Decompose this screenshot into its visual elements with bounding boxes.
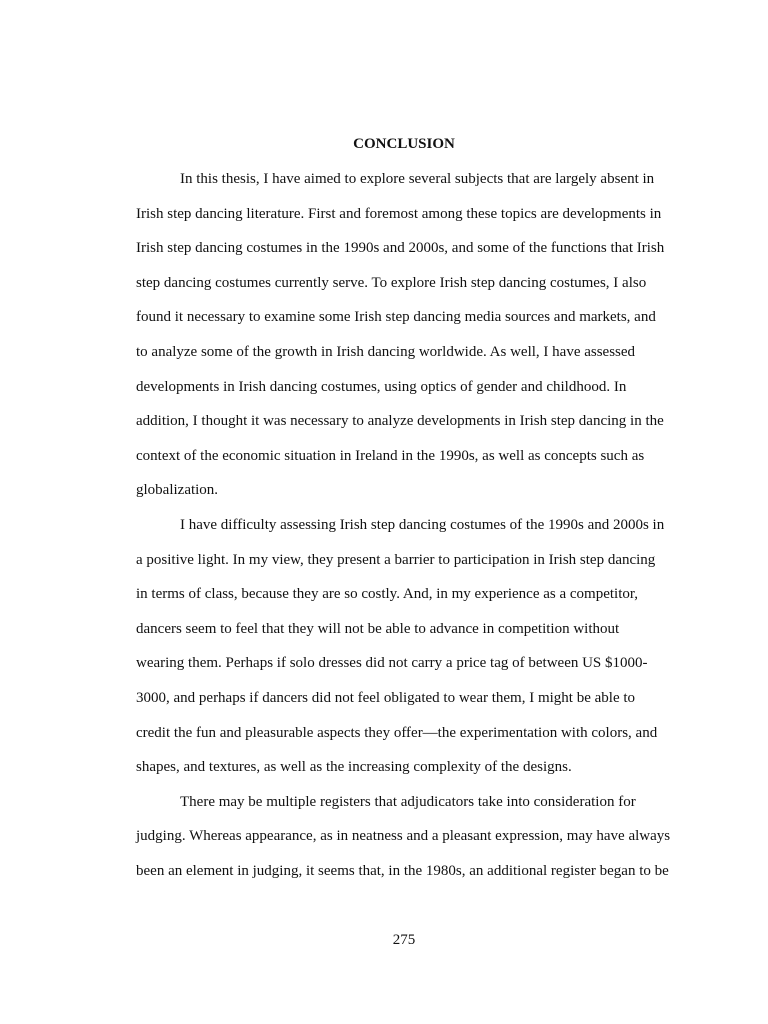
text-line: There may be multiple registers that adjudicators take into consideration for	[180, 793, 636, 810]
section-heading: CONCLUSION	[353, 136, 455, 152]
text-line: Irish step dancing costumes in the 1990s and 2000s, and some of the functions that Irish	[136, 240, 665, 257]
text-line: a positive light. In my view, they present a barrier to participation in Irish step dancing	[136, 551, 656, 568]
text-line: developments in Irish dancing costumes, using optics of gender and childhood. In	[136, 378, 627, 395]
text-line: dancers seem to feel that they will not be able to advance in competition without	[136, 620, 620, 637]
text-line: judging. Whereas appearance, as in neatness and a pleasant expression, may have always	[136, 828, 671, 845]
text-line: 3000, and perhaps if dancers did not feel obligated to wear them, I might be able to	[136, 689, 636, 706]
text-line: been an element in judging, it seems that, in the 1980s, an additional register began to be	[136, 862, 669, 879]
paragraph	[136, 168, 696, 514]
text-line: credit the fun and pleasurable aspects they offer—the experimentation with colors, and	[136, 724, 658, 741]
text-line: step dancing costumes currently serve. To explore Irish step dancing costumes, I also	[136, 274, 647, 291]
text-line: In this thesis, I have aimed to explore several subjects that are largely absent in	[180, 171, 655, 187]
page-number: 275	[392, 932, 416, 948]
text-line: context of the economic situation in Ireland in the 1990s, as well as concepts such as	[136, 447, 645, 464]
body-text	[136, 168, 696, 894]
text-line: in terms of class, because they are so costly. And, in my experience as a competitor,	[136, 586, 639, 603]
text-line: I have difficulty assessing Irish step dancing costumes of the 1990s and 2000s in	[180, 516, 665, 533]
text-line: shapes, and textures, as well as the increasing complexity of the designs.	[136, 759, 572, 776]
text-line: found it necessary to examine some Irish step dancing media sources and markets, and	[136, 309, 656, 326]
text-line: Irish step dancing literature. First and foremost among these topics are developments in	[136, 205, 662, 222]
text-line: to analyze some of the growth in Irish dancing worldwide. As well, I have assessed	[136, 343, 636, 360]
text-line: addition, I thought it was necessary to analyze developments in Irish step dancing in the	[136, 413, 664, 430]
paragraph	[136, 514, 696, 791]
paragraph	[136, 791, 696, 895]
text-line: globalization.	[136, 482, 219, 499]
text-line: wearing them. Perhaps if solo dresses did not carry a price tag of between US $1000-	[136, 655, 648, 672]
